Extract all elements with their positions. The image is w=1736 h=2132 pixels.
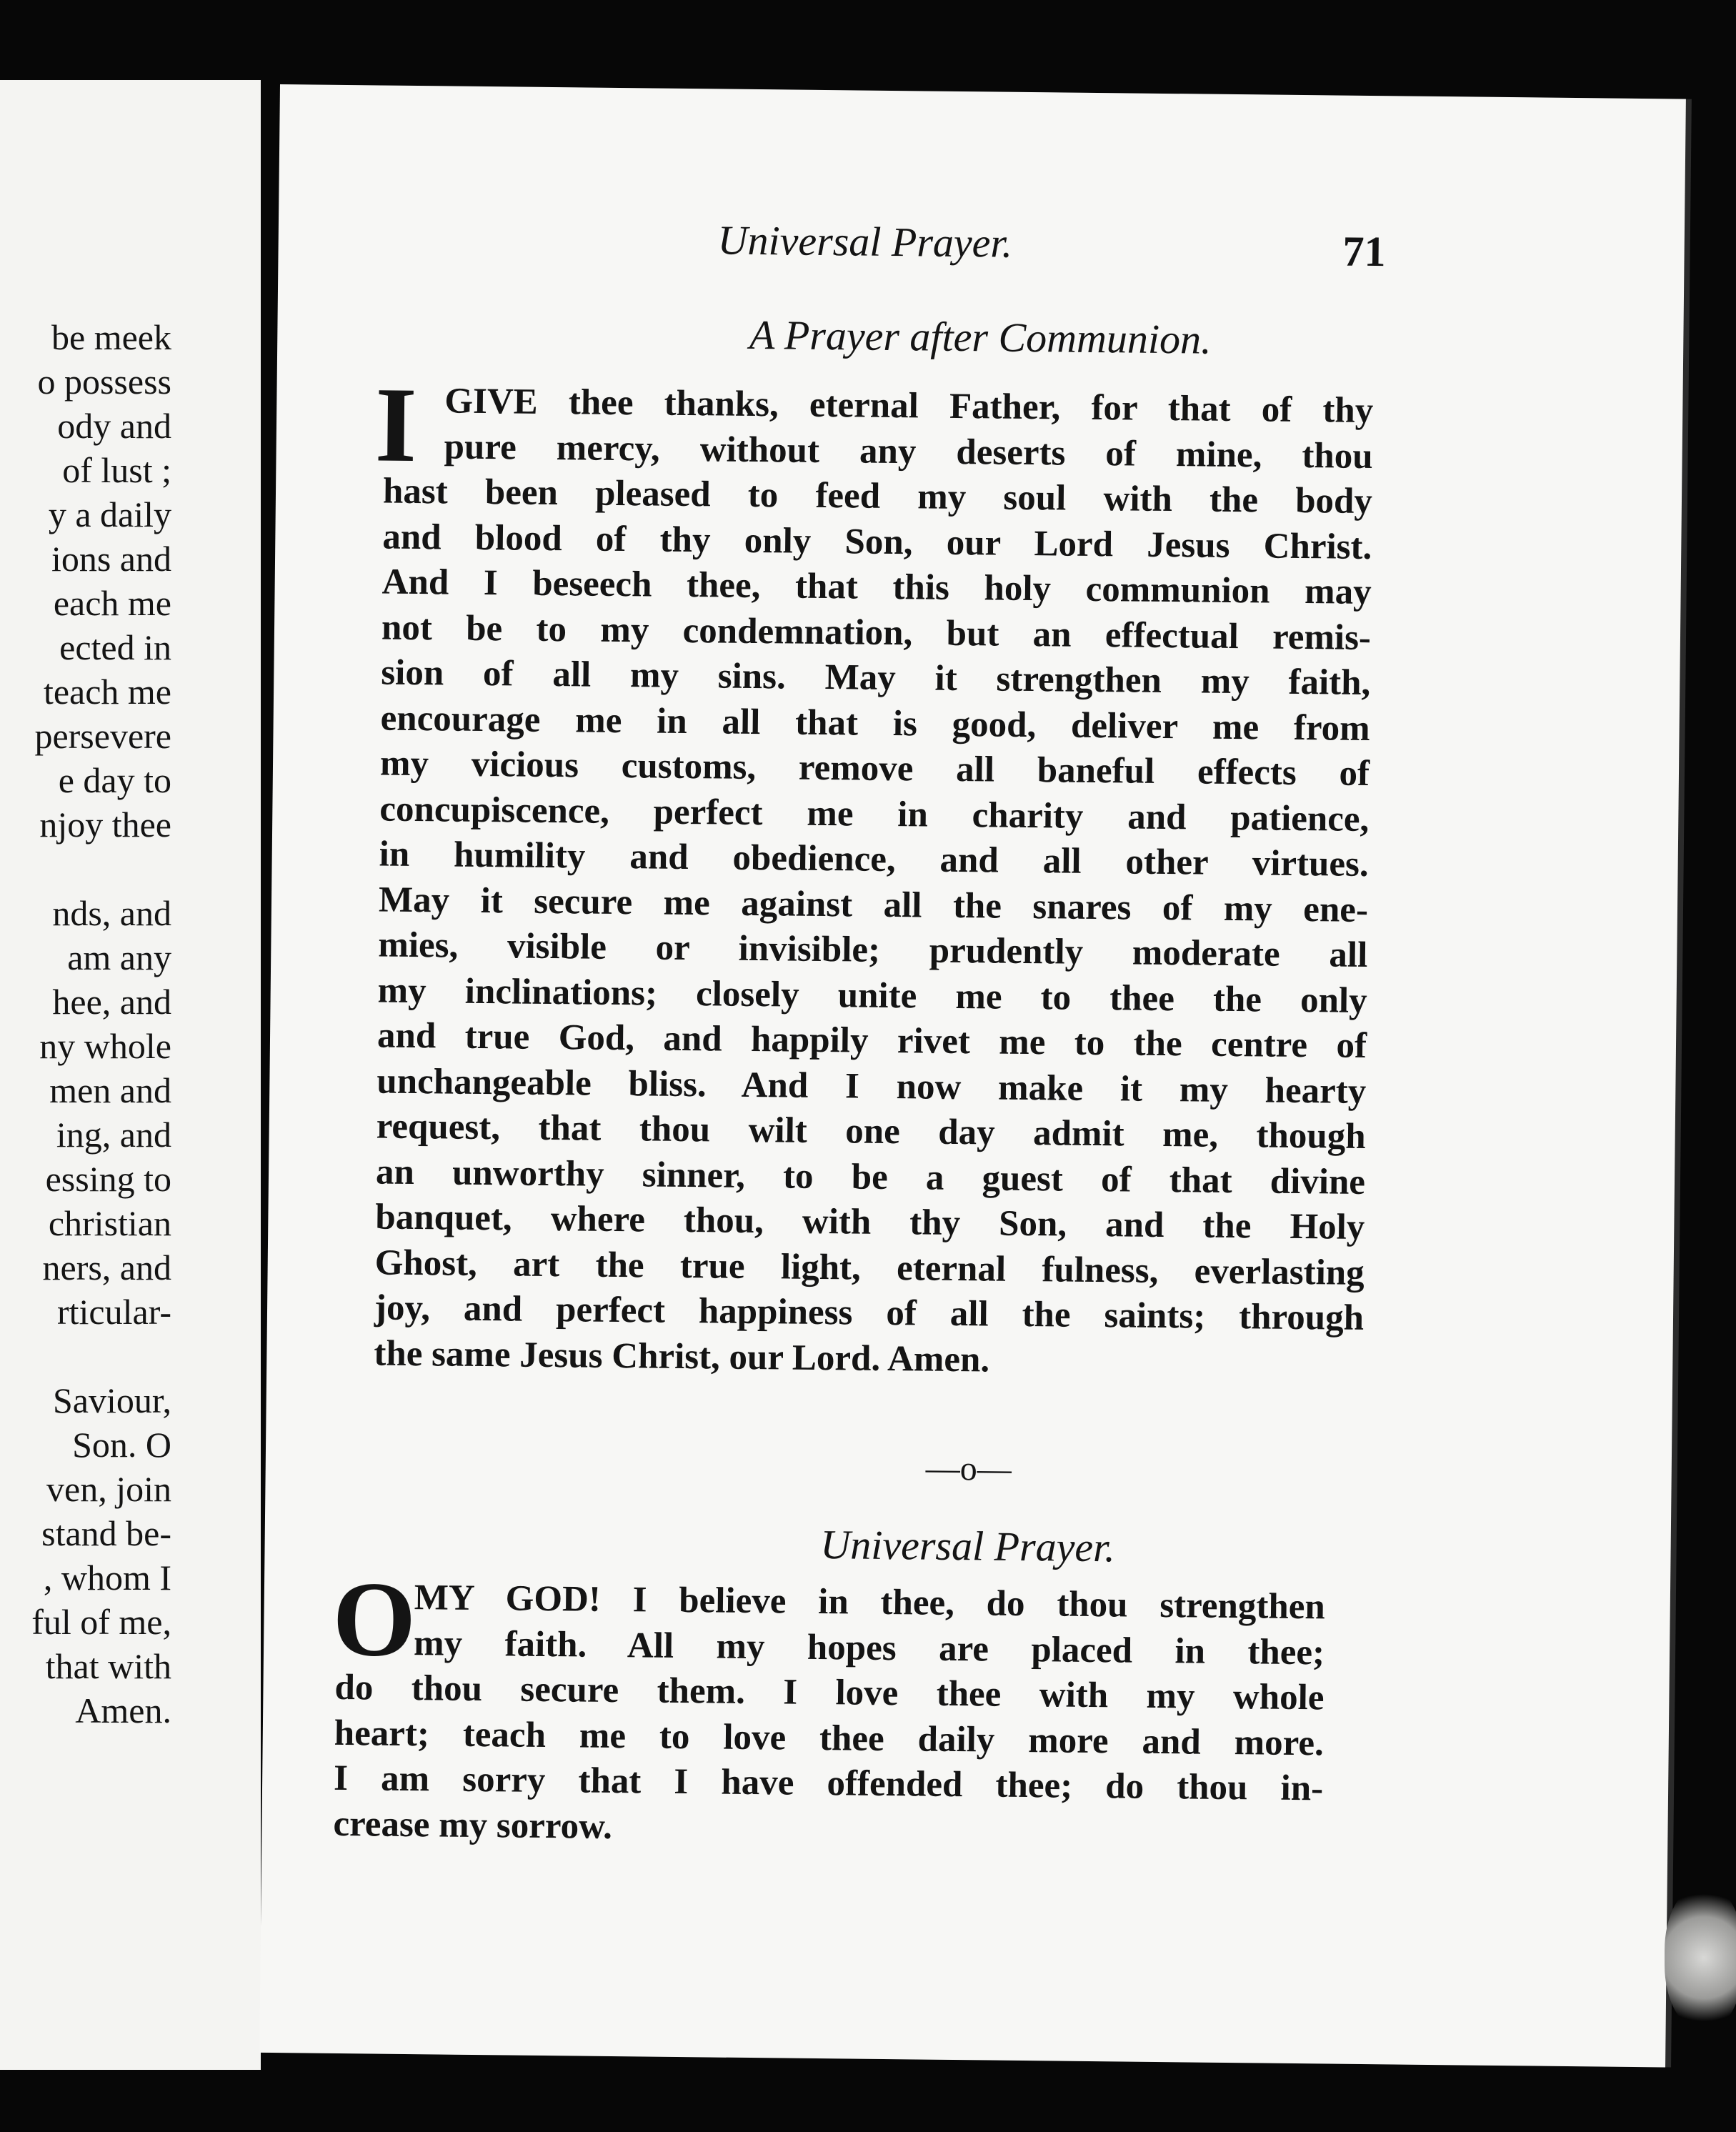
text-line: my inclinations; closely unite me to thee the only [377, 970, 1367, 1021]
text-line: e day to [58, 760, 171, 800]
section-title-universal-prayer: Universal Prayer. [820, 1521, 1116, 1571]
drop-cap: I [374, 365, 418, 485]
page-smudge [1665, 1886, 1736, 2029]
text-line: teach me [43, 672, 171, 712]
text-line: in humility and obedience, and all other virtues. [379, 834, 1369, 885]
text-line: , whom I [43, 1558, 171, 1598]
text-line: of lust ; [62, 450, 171, 490]
text-line: May it secure me against all the snares of my ene- [378, 880, 1369, 930]
section-title-communion: A Prayer after Communion. [749, 311, 1212, 363]
text-line: y a daily [48, 494, 171, 534]
section-divider: —o— [925, 1449, 1012, 1488]
text-line: joy, and perfect happiness of all the saints; through [374, 1287, 1365, 1338]
text-line: And I beseech thee, that this holy communion may [381, 562, 1372, 613]
text-line: stand be- [41, 1513, 171, 1553]
text-line: ners, and [42, 1247, 171, 1287]
text-line: hee, and [52, 982, 171, 1022]
text-line: GIVE thee thanks, eternal Father, for that of thy [444, 381, 1374, 432]
text-line: an unworthy sinner, to be a guest of that divine [375, 1151, 1366, 1202]
text-line: not be to my condemnation, but an effectual remis- [381, 607, 1372, 658]
text-line: ions and [51, 539, 171, 579]
text-line: hast been pleased to feed my soul with the body [382, 471, 1373, 522]
text-line: Saviour, [52, 1380, 171, 1420]
text-line: am any [67, 937, 171, 977]
text-line: nds, and [52, 893, 171, 933]
running-head: Universal Prayer. [717, 216, 1013, 266]
text-line: concupiscence, perfect me in charity and patience, [379, 789, 1370, 840]
text-line: Amen. [75, 1690, 171, 1730]
text-line: my vicious customs, remove all baneful effects of [379, 743, 1370, 794]
text-line: that with [45, 1646, 171, 1686]
text-line: ing, and [56, 1115, 171, 1155]
text-line: ected in [59, 627, 171, 667]
text-line: pure mercy, without any deserts of mine, thou [444, 426, 1373, 477]
text-line: encourage me in all that is good, deliver me from [380, 698, 1370, 749]
text-line: sion of all my sins. May it strengthen my faith, [381, 652, 1371, 704]
text-line: ody and [57, 406, 171, 446]
text-line: rticular- [56, 1292, 171, 1332]
text-line: Ghost, art the true light, eternal fulness, everlasting [374, 1242, 1365, 1293]
text-line: crease my sorrow. [333, 1803, 613, 1847]
text-line: and true God, and happily rivet me to the centre of [376, 1015, 1367, 1066]
text-line: ven, join [46, 1469, 171, 1509]
text-line: persevere [34, 716, 171, 756]
text-line: essing to [45, 1159, 171, 1199]
text-line: Son. O [72, 1425, 171, 1465]
text-line: request, that thou wilt one day admit me, though [376, 1106, 1366, 1157]
text-line: I am sorry that I have offended thee; do thou in- [333, 1758, 1324, 1809]
right-page [259, 84, 1686, 2067]
left-page [0, 80, 261, 2070]
text-line: men and [49, 1070, 171, 1110]
text-line: o possess [37, 362, 171, 402]
text-line: christian [48, 1203, 171, 1243]
text-line: mies, visible or invisible; prudently moderate all [378, 925, 1368, 976]
text-line: ny whole [39, 1026, 171, 1066]
drop-cap: O [331, 1559, 417, 1680]
text-line: unchangeable bliss. And I now make it my hearty [376, 1060, 1367, 1112]
text-line: banquet, where thou, with thy Son, and the Holy [375, 1197, 1365, 1247]
text-line: ful of me, [31, 1602, 171, 1642]
text-line: the same Jesus Christ, our Lord. Amen. [374, 1332, 990, 1380]
text-line: njoy thee [39, 805, 171, 845]
text-line: do thou secure them. I love thee with my whole [334, 1667, 1325, 1718]
text-line: my faith. All my hopes are placed in thee; [413, 1623, 1325, 1673]
text-line: be meek [51, 317, 171, 357]
page-number: 71 [1342, 227, 1386, 276]
text-line: heart; teach me to love thee daily more and more. [334, 1713, 1325, 1763]
text-line: MY GOD! I believe in thee, do thou strengthen [414, 1578, 1326, 1628]
text-line: each me [53, 583, 171, 623]
text-line: and blood of thy only Son, our Lord Jesus Christ. [382, 517, 1372, 567]
